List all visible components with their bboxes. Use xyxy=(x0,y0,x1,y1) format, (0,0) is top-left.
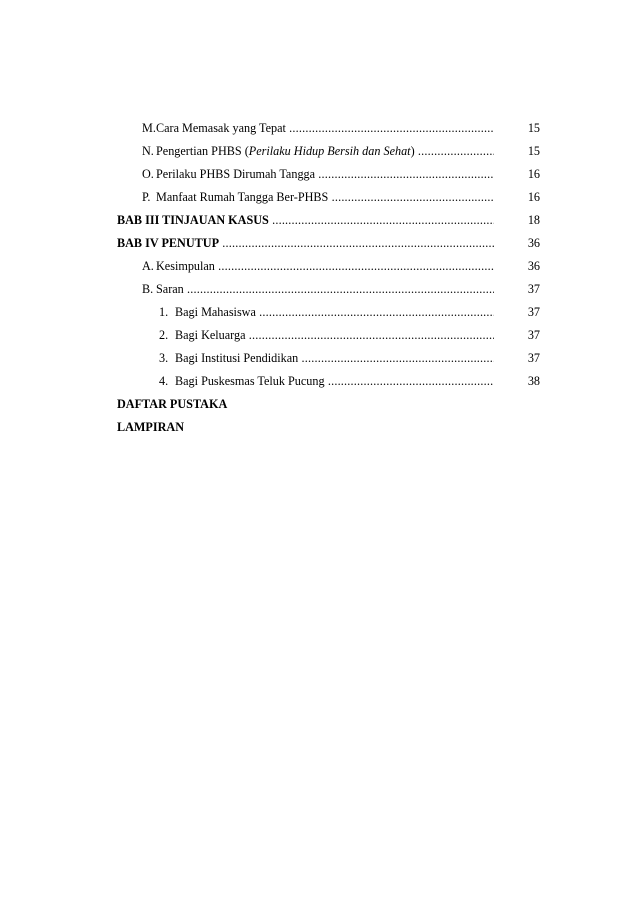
toc-page-number: 37 xyxy=(527,351,540,365)
toc-marker: 3. xyxy=(159,351,169,365)
toc-label: Bagi Keluarga xyxy=(175,328,246,342)
toc-label: BAB III TINJAUAN KASUS ..... xyxy=(117,212,494,229)
toc-label: Saran xyxy=(156,282,184,296)
toc-label: Kesimpulan xyxy=(156,259,215,273)
toc-label: Pengertian PHBS ( xyxy=(156,144,249,158)
toc-page-number: 15 xyxy=(527,121,540,135)
toc-marker: N. xyxy=(142,144,154,158)
toc-label: DAFTAR PUSTAKA xyxy=(117,397,228,411)
toc-page-number: 18 xyxy=(527,213,540,227)
toc-marker: A. xyxy=(142,259,154,273)
toc-entry-lampiran xyxy=(0,419,638,442)
toc-entry-m xyxy=(0,120,638,143)
toc-entry-4 xyxy=(0,373,638,396)
toc-label-end: ) xyxy=(410,144,415,158)
toc-page-number: 36 xyxy=(527,236,540,250)
toc-marker: B. xyxy=(142,282,154,296)
toc-page-number: 16 xyxy=(527,190,540,204)
toc-entry-p xyxy=(0,189,638,212)
toc-page-number: 38 xyxy=(527,374,540,388)
toc-label: LAMPIRAN xyxy=(117,420,185,434)
table-of-contents xyxy=(0,120,638,442)
toc-entry-daftar-pustaka xyxy=(0,396,638,419)
toc-label: Manfaat Rumah Tangga Ber-PHBS xyxy=(156,190,329,204)
toc-marker: M. xyxy=(142,121,156,135)
toc-entry-n xyxy=(0,143,638,166)
toc-entry-o xyxy=(0,166,638,189)
toc-label: BAB IV PENUTUP ..... xyxy=(117,235,494,252)
toc-label: Cara Memasak yang Tepat xyxy=(156,121,286,135)
toc-entry-2 xyxy=(0,327,638,350)
toc-entry-a xyxy=(0,258,638,281)
toc-page-number: 37 xyxy=(527,282,540,296)
toc-marker: P. xyxy=(142,190,151,204)
toc-entry-1 xyxy=(0,304,638,327)
toc-marker: 4. xyxy=(159,374,169,388)
toc-marker: 2. xyxy=(159,328,169,342)
toc-entry-3 xyxy=(0,350,638,373)
toc-page-number: 15 xyxy=(527,144,540,158)
toc-page-number: 16 xyxy=(527,167,540,181)
toc-marker: O. xyxy=(142,167,154,181)
toc-entry-bab-iv xyxy=(0,235,638,258)
toc-marker: 1. xyxy=(159,305,169,319)
toc-entry-b xyxy=(0,281,638,304)
toc-page-number: 37 xyxy=(527,328,540,342)
toc-label-italic: Perilaku Hidup Bersih dan Sehat xyxy=(248,144,411,158)
toc-label: Bagi Institusi Pendidikan xyxy=(175,351,299,365)
toc-page-number: 37 xyxy=(527,305,540,319)
toc-label: Bagi Mahasiswa xyxy=(175,305,256,319)
toc-label: Perilaku PHBS Dirumah Tangga xyxy=(156,167,316,181)
toc-page-number: 36 xyxy=(527,259,540,273)
toc-label: Bagi Puskesmas Teluk Pucung xyxy=(175,374,325,388)
toc-entry-bab-iii xyxy=(0,212,638,235)
